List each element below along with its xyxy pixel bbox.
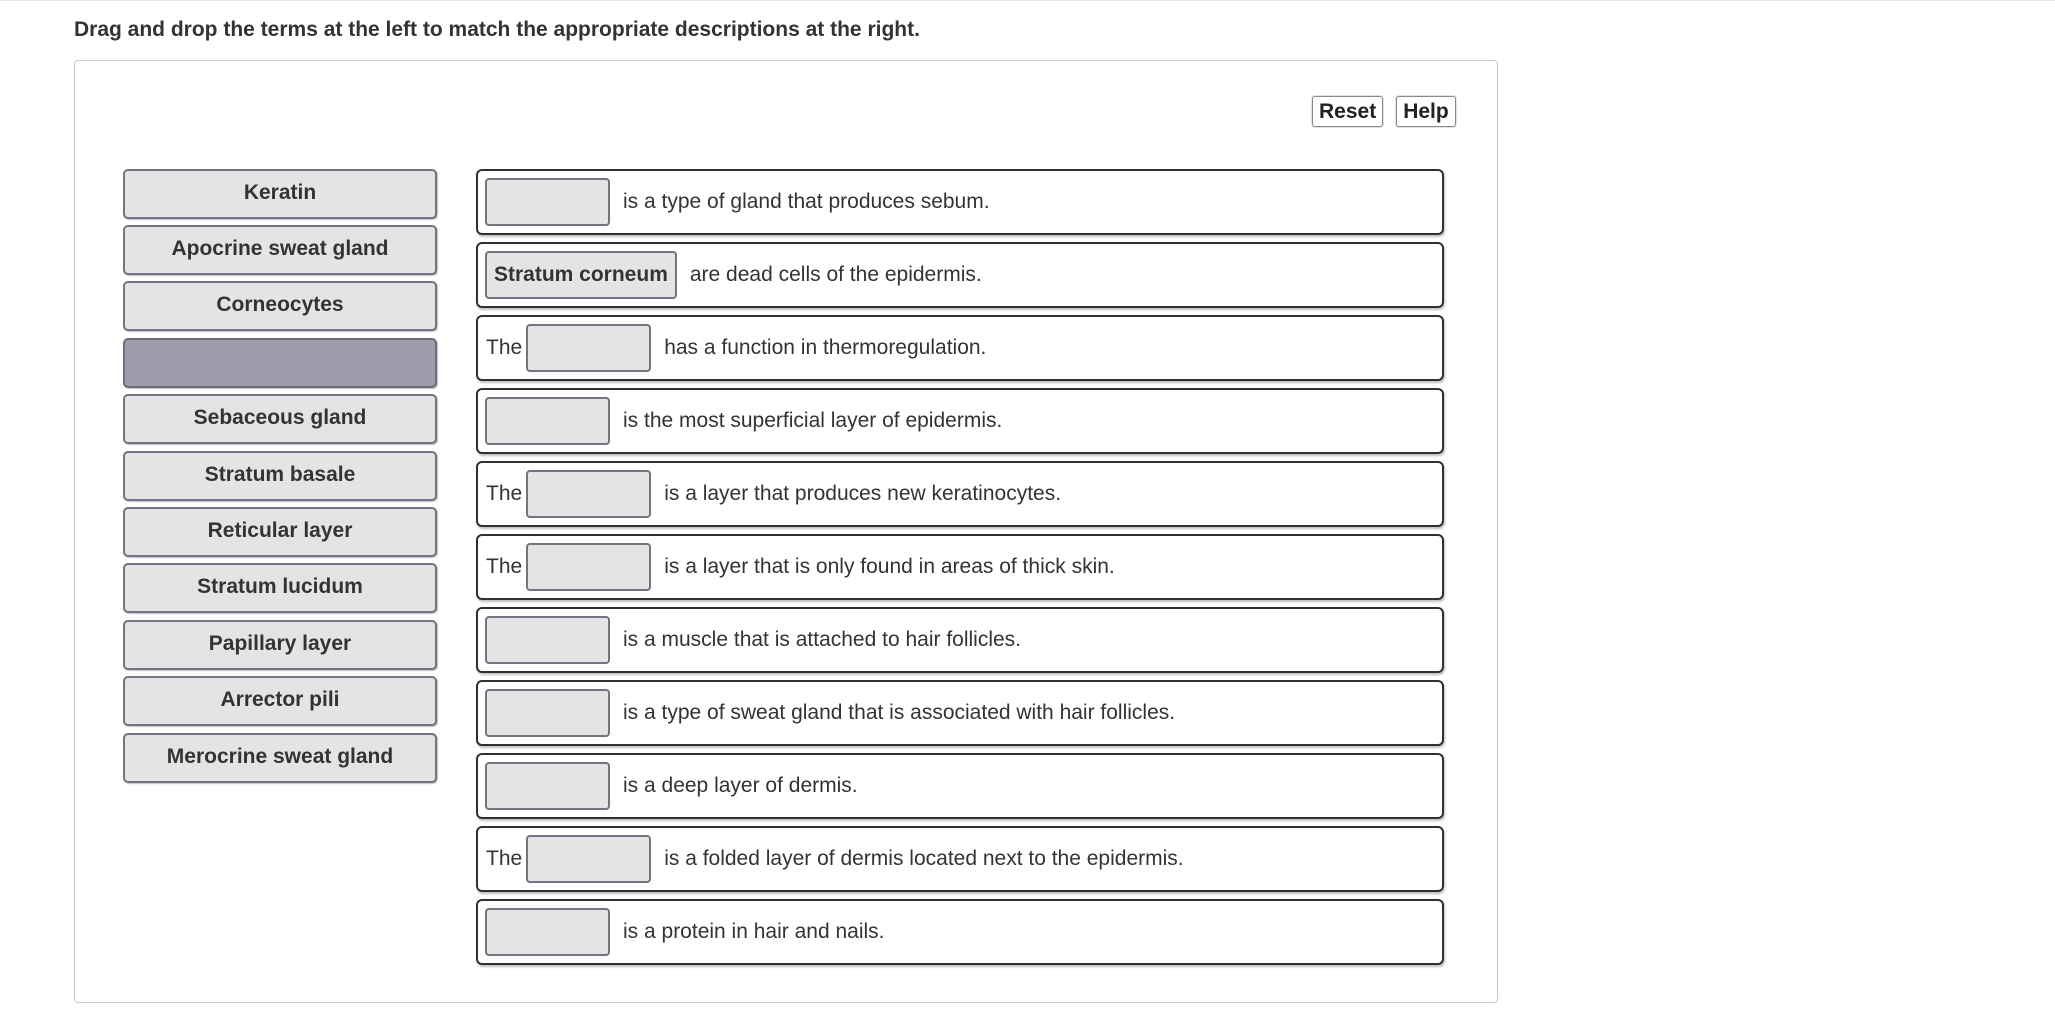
top-divider — [0, 0, 2055, 1]
term-papillary-layer[interactable]: Papillary layer — [123, 620, 437, 670]
drop-zone[interactable] — [485, 762, 610, 810]
term-empty-slot — [123, 338, 437, 388]
target-description: are dead cells of the epidermis. — [689, 263, 982, 286]
target-description: is a type of sweat gland that is associated with hair follicles. — [623, 701, 1176, 724]
term-keratin[interactable]: Keratin — [123, 169, 437, 219]
drop-zone-filled[interactable]: Stratum corneum — [485, 251, 677, 299]
term-stratum-basale[interactable]: Stratum basale — [123, 451, 437, 501]
term-arrector-pili[interactable]: Arrector pili — [123, 676, 437, 726]
target-row — [476, 315, 1444, 381]
reset-button[interactable]: Reset — [1312, 96, 1383, 127]
target-description: is a deep layer of dermis. — [623, 774, 858, 797]
target-description: is a folded layer of dermis located next to the epidermis. — [664, 847, 1184, 870]
term-corneocytes[interactable]: Corneocytes — [123, 281, 437, 331]
target-description: is a muscle that is attached to hair follicles. — [623, 628, 1022, 651]
target-row — [476, 461, 1444, 527]
target-description: is a type of gland that produces sebum. — [623, 190, 990, 213]
drop-zone[interactable] — [485, 397, 610, 445]
term-apocrine-sweat-gland[interactable]: Apocrine sweat gland — [123, 225, 437, 275]
target-row — [476, 607, 1444, 673]
target-row — [476, 242, 1444, 308]
target-description: is a layer that produces new keratinocytes. — [664, 482, 1062, 505]
term-sebaceous-gland[interactable]: Sebaceous gland — [123, 394, 437, 444]
target-description: is a layer that is only found in areas of thick skin. — [664, 555, 1115, 578]
drop-zone[interactable] — [485, 616, 610, 664]
toolbar — [1312, 96, 1456, 127]
drop-zone[interactable] — [526, 470, 651, 518]
drop-zone[interactable] — [526, 543, 651, 591]
target-description: is the most superficial layer of epidermis. — [623, 409, 1003, 432]
term-merocrine-sweat-gland[interactable]: Merocrine sweat gland — [123, 733, 437, 783]
term-reticular-layer[interactable]: Reticular layer — [123, 507, 437, 557]
target-row — [476, 899, 1444, 965]
target-description: has a function in thermoregulation. — [664, 336, 987, 359]
target-row — [476, 169, 1444, 235]
target-row — [476, 534, 1444, 600]
target-prefix: The — [486, 847, 523, 870]
target-row — [476, 388, 1444, 454]
target-row — [476, 680, 1444, 746]
drop-zone[interactable] — [485, 908, 610, 956]
drop-zone[interactable] — [485, 689, 610, 737]
target-row — [476, 826, 1444, 892]
drop-zone[interactable] — [485, 178, 610, 226]
target-prefix: The — [486, 482, 523, 505]
instructions-text: Drag and drop the terms at the left to match the appropriate descriptions at the right. — [74, 18, 920, 41]
target-prefix: The — [486, 555, 523, 578]
target-row — [476, 753, 1444, 819]
drop-zone[interactable] — [526, 835, 651, 883]
help-button[interactable]: Help — [1396, 96, 1456, 127]
drop-zone[interactable] — [526, 324, 651, 372]
target-prefix: The — [486, 336, 523, 359]
term-stratum-lucidum[interactable]: Stratum lucidum — [123, 563, 437, 613]
target-description: is a protein in hair and nails. — [623, 920, 885, 943]
